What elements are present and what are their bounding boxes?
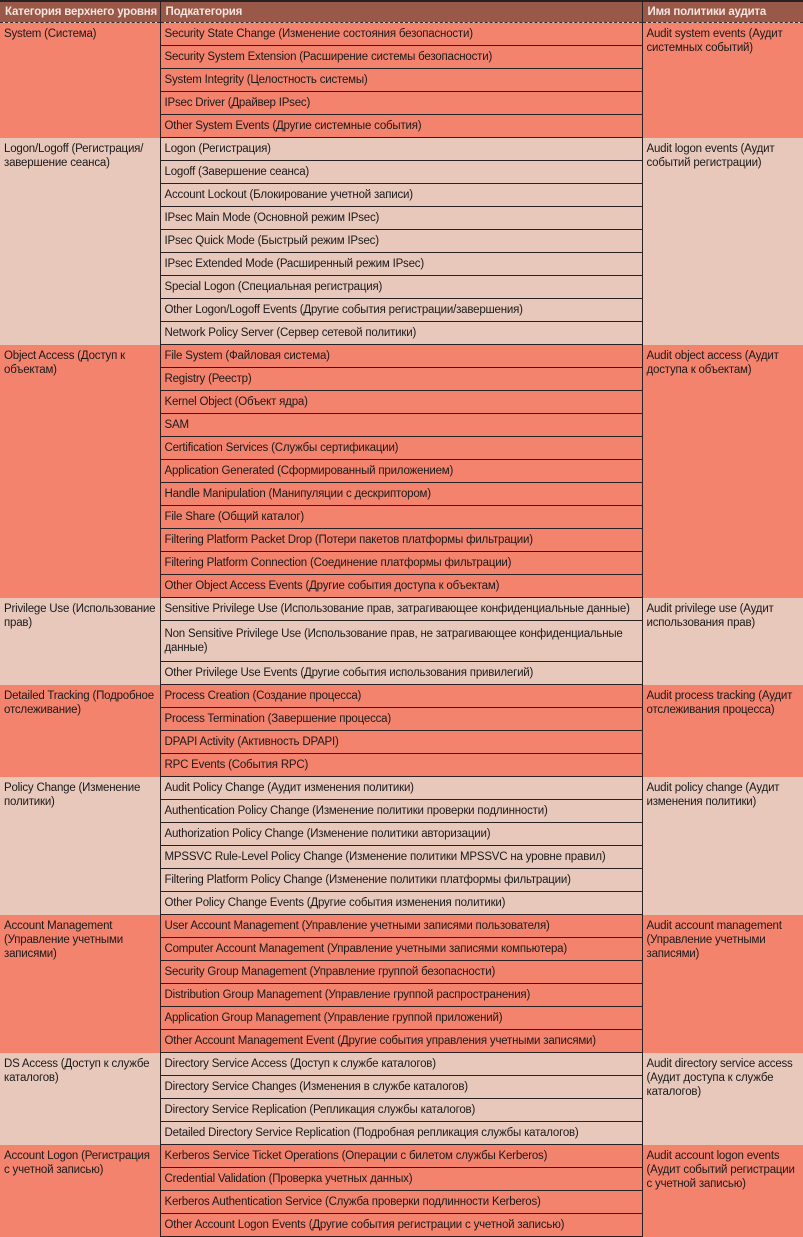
header-subcategory: Подкатегория xyxy=(160,2,642,23)
subcategory-cell: Handle Manipulation (Манипуляции с дескриптором) xyxy=(160,483,642,506)
subcategory-cell: IPsec Extended Mode (Расширенный режим IPsec) xyxy=(160,253,642,276)
subcategory-cell: Audit Policy Change (Аудит изменения политики) xyxy=(160,777,642,800)
subcategory-cell: Filtering Platform Connection (Соединение платформы фильтрации) xyxy=(160,552,642,575)
subcategory-cell: Logoff (Завершение сеанса) xyxy=(160,161,642,184)
subcategory-cell: Network Policy Server (Сервер сетевой политики) xyxy=(160,322,642,345)
category-cell: Privilege Use (Использование прав) xyxy=(0,598,160,685)
subcategory-cell: Filtering Platform Packet Drop (Потери пакетов платформы фильтрации) xyxy=(160,529,642,552)
category-cell: Policy Change (Изменение политики) xyxy=(0,777,160,915)
audit-policy-cell: Audit account management (Управление учетными записями) xyxy=(642,915,803,1053)
subcategory-cell: Kernel Object (Объект ядра) xyxy=(160,391,642,414)
subcategory-cell: Computer Account Management (Управление учетными записями компьютера) xyxy=(160,938,642,961)
subcategory-cell: Other System Events (Другие системные события) xyxy=(160,115,642,138)
table-row xyxy=(0,777,803,800)
audit-policy-cell: Audit directory service access (Аудит доступа к службе каталогов) xyxy=(642,1053,803,1145)
table-row xyxy=(0,915,803,938)
category-cell: Object Access (Доступ к объектам) xyxy=(0,345,160,598)
subcategory-cell: Credential Validation (Проверка учетных данных) xyxy=(160,1168,642,1191)
subcategory-cell: Filtering Platform Policy Change (Изменение политики платформы фильтрации) xyxy=(160,869,642,892)
audit-policy-cell: Audit privilege use (Аудит использования прав) xyxy=(642,598,803,685)
audit-policy-cell: Audit account logon events (Аудит событий регистрации с учетной записью) xyxy=(642,1145,803,1237)
subcategory-cell: Directory Service Replication (Репликация службы каталогов) xyxy=(160,1099,642,1122)
subcategory-cell: Other Privilege Use Events (Другие события использования привилегий) xyxy=(160,662,642,685)
audit-policy-cell: Audit system events (Аудит системных событий) xyxy=(642,23,803,138)
subcategory-cell: Registry (Реестр) xyxy=(160,368,642,391)
subcategory-cell: Other Logon/Logoff Events (Другие события регистрации/завершения) xyxy=(160,299,642,322)
subcategory-cell: System Integrity (Целостность системы) xyxy=(160,69,642,92)
subcategory-cell: Process Termination (Завершение процесса) xyxy=(160,708,642,731)
subcategory-cell: Other Object Access Events (Другие события доступа к объектам) xyxy=(160,575,642,598)
subcategory-cell: File Share (Общий каталог) xyxy=(160,506,642,529)
table-row xyxy=(0,1053,803,1076)
category-cell: Detailed Tracking (Подробное отслеживание) xyxy=(0,685,160,777)
table-row xyxy=(0,138,803,161)
subcategory-cell: Certification Services (Службы сертификации) xyxy=(160,437,642,460)
audit-policy-cell: Audit policy change (Аудит изменения политики) xyxy=(642,777,803,915)
subcategory-cell: IPsec Main Mode (Основной режим IPsec) xyxy=(160,207,642,230)
subcategory-cell: Detailed Directory Service Replication (Подробная репликация службы каталогов) xyxy=(160,1122,642,1145)
subcategory-cell: Directory Service Access (Доступ к службе каталогов) xyxy=(160,1053,642,1076)
subcategory-cell: Logon (Регистрация) xyxy=(160,138,642,161)
audit-policy-cell: Audit object access (Аудит доступа к объектам) xyxy=(642,345,803,598)
subcategory-cell: File System (Файловая система) xyxy=(160,345,642,368)
category-cell: System (Система) xyxy=(0,23,160,138)
subcategory-cell: Application Group Management (Управление группой приложений) xyxy=(160,1007,642,1030)
subcategory-cell: Application Generated (Сформированный приложением) xyxy=(160,460,642,483)
subcategory-cell: Security State Change (Изменение состояния безопасности) xyxy=(160,23,642,46)
table-row xyxy=(0,345,803,368)
subcategory-cell: User Account Management (Управление учетными записями пользователя) xyxy=(160,915,642,938)
category-cell: Account Logon (Регистрация с учетной записью) xyxy=(0,1145,160,1237)
subcategory-cell: Kerberos Service Ticket Operations (Операции с билетом службы Kerberos) xyxy=(160,1145,642,1168)
subcategory-cell: Authentication Policy Change (Изменение политики проверки подлинности) xyxy=(160,800,642,823)
subcategory-cell: Distribution Group Management (Управление группой распространения) xyxy=(160,984,642,1007)
subcategory-cell: DPAPI Activity (Активность DPAPI) xyxy=(160,731,642,754)
subcategory-cell: IPsec Driver (Драйвер IPsec) xyxy=(160,92,642,115)
table-row xyxy=(0,1145,803,1168)
audit-policy-cell: Audit process tracking (Аудит отслеживания процесса) xyxy=(642,685,803,777)
subcategory-cell: Sensitive Privilege Use (Использование прав, затрагивающее конфиденциальные данные) xyxy=(160,598,642,621)
subcategory-cell: Process Creation (Создание процесса) xyxy=(160,685,642,708)
table-row xyxy=(0,685,803,708)
subcategory-cell: Non Sensitive Privilege Use (Использование прав, не затрагивающее конфиденциальные данные) xyxy=(160,621,642,662)
subcategory-cell: Special Logon (Специальная регистрация) xyxy=(160,276,642,299)
subcategory-cell: Other Policy Change Events (Другие события изменения политики) xyxy=(160,892,642,915)
subcategory-cell: Other Account Management Event (Другие события управления учетными записями) xyxy=(160,1030,642,1053)
subcategory-cell: RPC Events (События RPC) xyxy=(160,754,642,777)
subcategory-cell: SAM xyxy=(160,414,642,437)
subcategory-cell: Security Group Management (Управление группой безопасности) xyxy=(160,961,642,984)
header-row xyxy=(0,2,803,23)
subcategory-cell: IPsec Quick Mode (Быстрый режим IPsec) xyxy=(160,230,642,253)
header-top-level-category: Категория верхнего уровня xyxy=(0,2,160,23)
subcategory-cell: Kerberos Authentication Service (Служба проверки подлинности Kerberos) xyxy=(160,1191,642,1214)
audit-policy-table xyxy=(0,2,803,1237)
subcategory-cell: MPSSVC Rule-Level Policy Change (Изменение политики MPSSVC на уровне правил) xyxy=(160,846,642,869)
category-cell: Logon/Logoff (Регистрация/ завершение сеанса) xyxy=(0,138,160,345)
subcategory-cell: Account Lockout (Блокирование учетной записи) xyxy=(160,184,642,207)
table-body xyxy=(0,23,803,1237)
subcategory-cell: Other Account Logon Events (Другие события регистрации с учетной записью) xyxy=(160,1214,642,1237)
category-cell: Account Management (Управление учетными записями) xyxy=(0,915,160,1053)
table-row xyxy=(0,23,803,46)
subcategory-cell: Authorization Policy Change (Изменение политики авторизации) xyxy=(160,823,642,846)
audit-policy-cell: Audit logon events (Аудит событий регистрации) xyxy=(642,138,803,345)
subcategory-cell: Security System Extension (Расширение системы безопасности) xyxy=(160,46,642,69)
header-audit-policy-name: Имя политики аудита xyxy=(642,2,803,23)
subcategory-cell: Directory Service Changes (Изменения в службе каталогов) xyxy=(160,1076,642,1099)
category-cell: DS Access (Доступ к службе каталогов) xyxy=(0,1053,160,1145)
table-row xyxy=(0,598,803,621)
